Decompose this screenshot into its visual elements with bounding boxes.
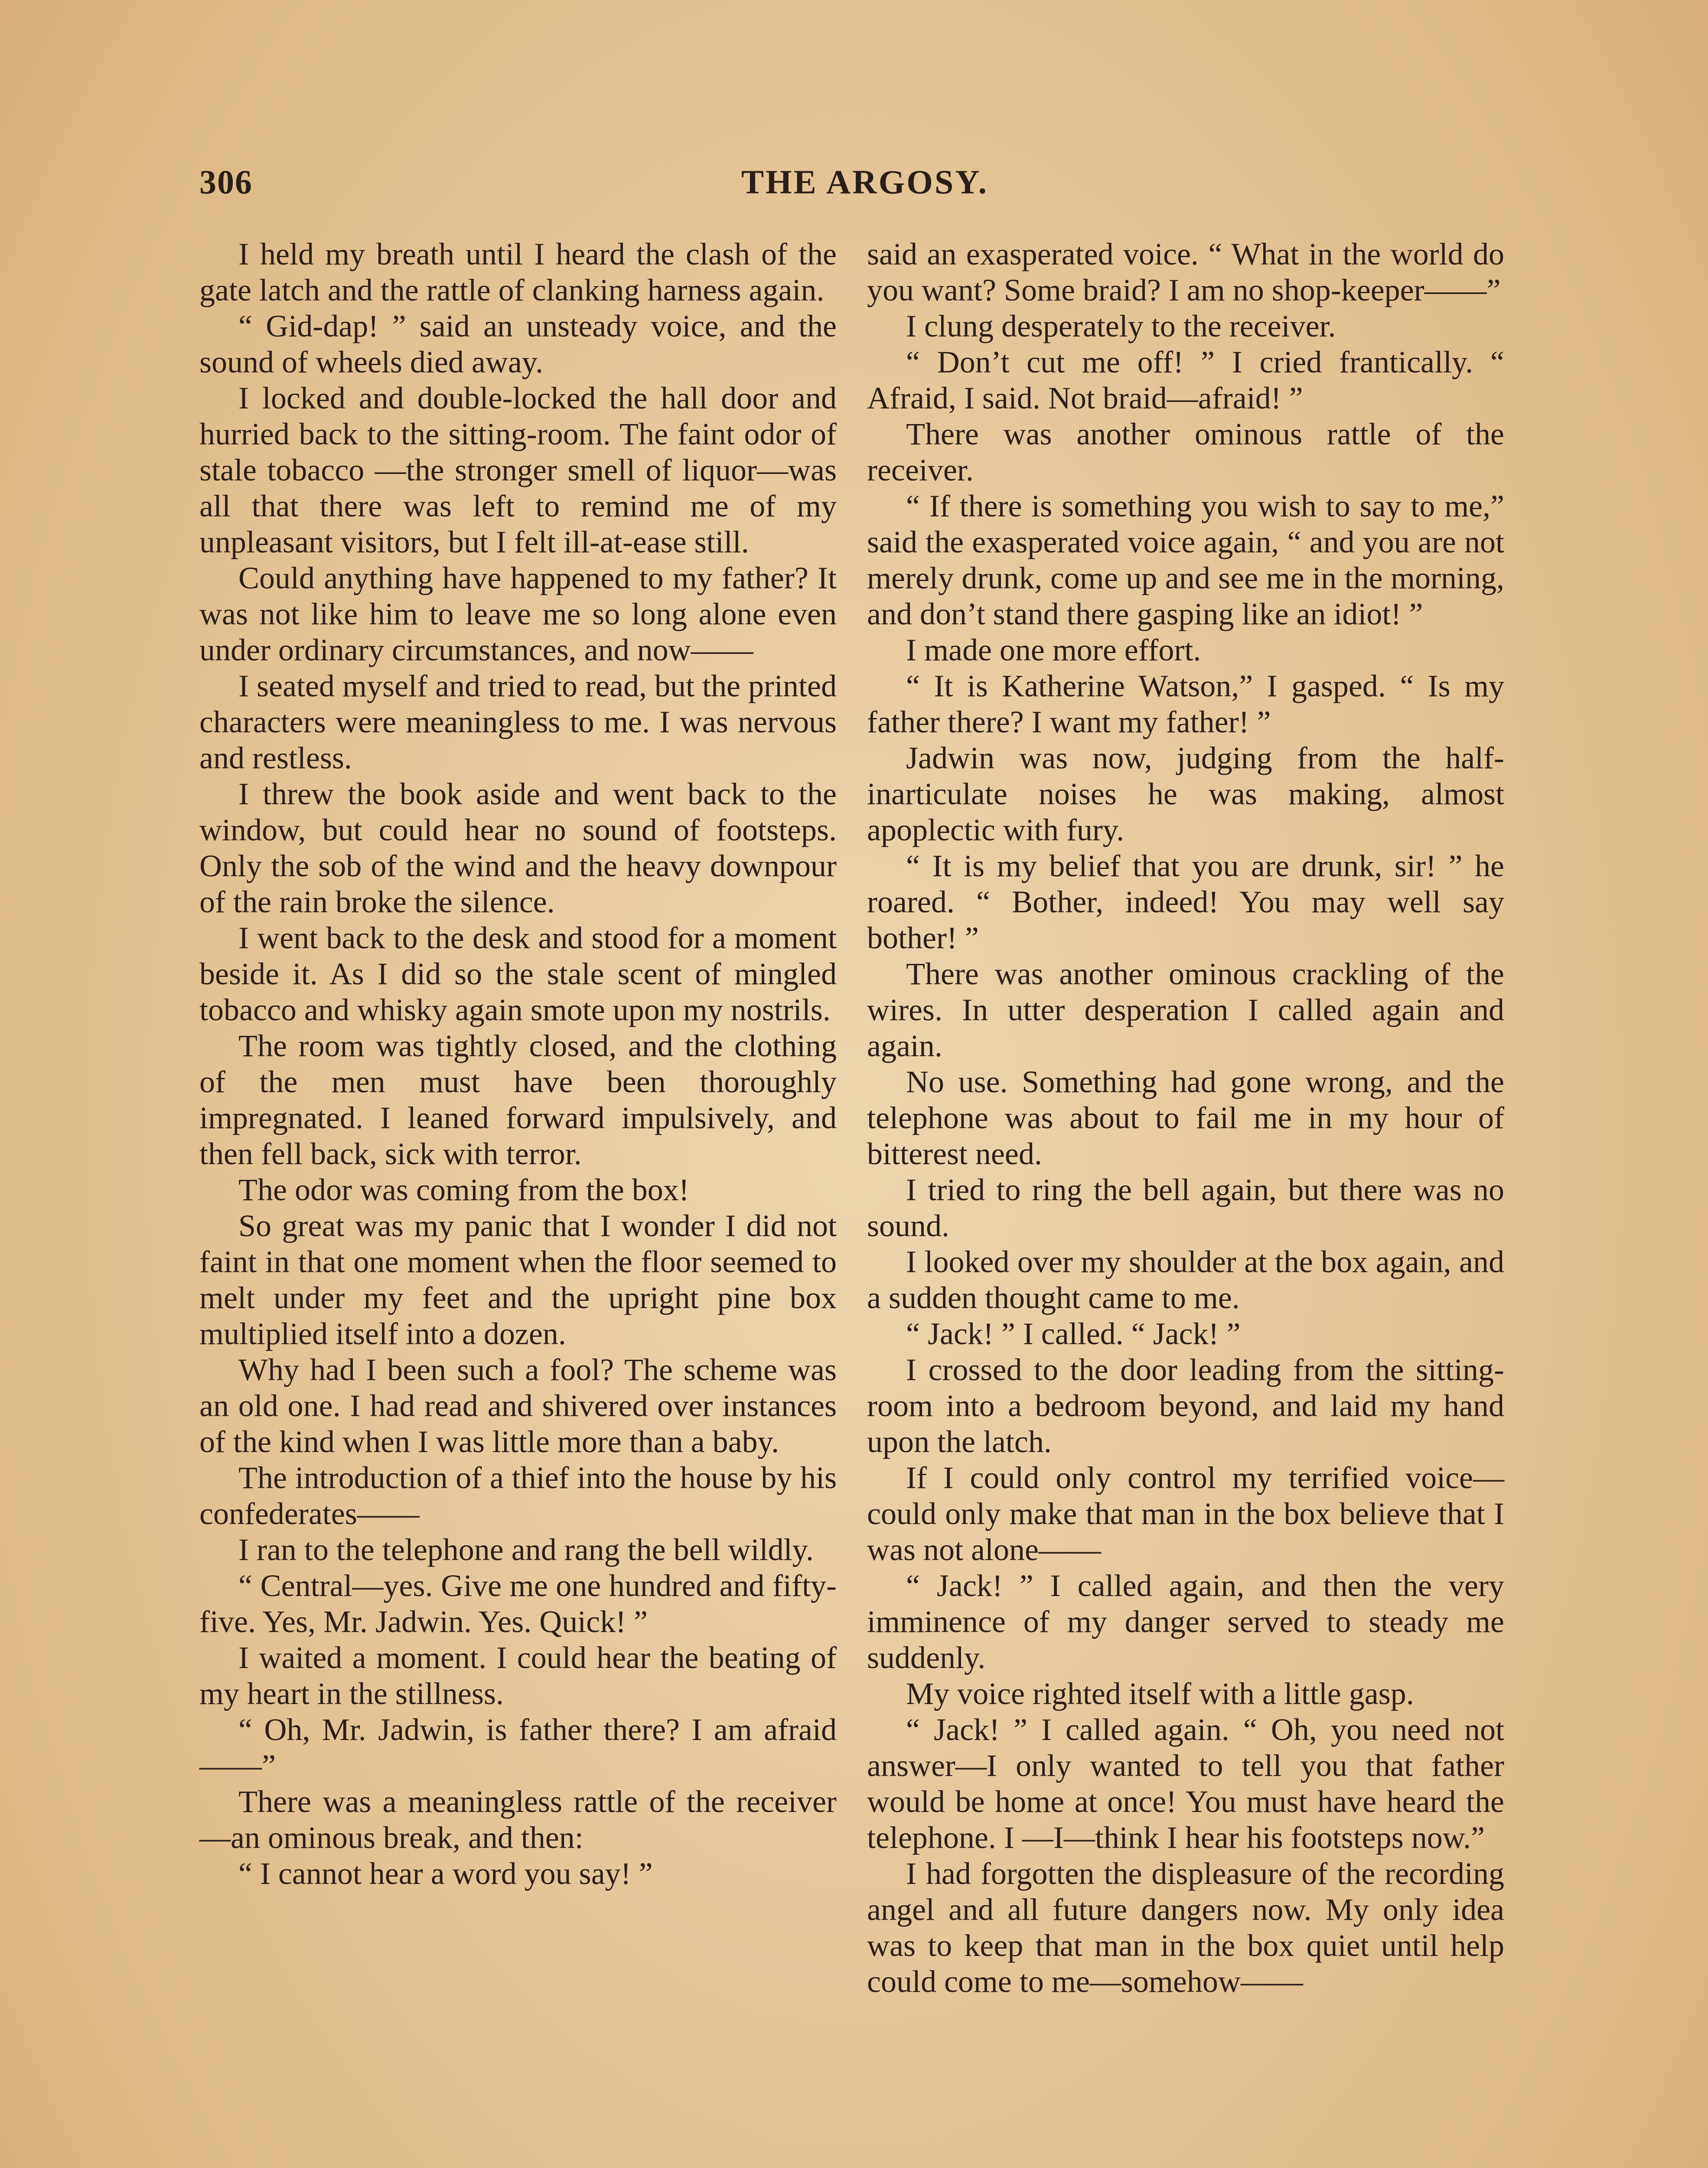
paragraph: I went back to the desk and stood for a moment beside it. As I did so the stale scent of mingled tobacco and whisky again smote upon my nostrils.: [199, 921, 837, 1027]
paragraph: I seated myself and tried to read, but the printed characters were meaningless to me. I was nervous and restless.: [199, 669, 837, 775]
paragraph: No use. Something had gone wrong, and the telephone was about to fail me in my hour of bitterest need.: [867, 1064, 1504, 1171]
paragraph: Could anything have happened to my father? It was not like him to leave me so long alone even under ordinary circumstances, and now——: [199, 561, 837, 667]
paragraph: The room was tightly closed, and the clothing of the men must have been thoroughly impregnated. I leaned forward impulsively, and then fell back, sick with terror.: [199, 1028, 837, 1171]
paragraph: There was a meaningless rattle of the receiver—an ominous break, and then:: [199, 1784, 837, 1855]
paragraph: I clung desperately to the receiver.: [906, 309, 1336, 343]
paragraph: “ Jack! ” I called. “ Jack! ”: [906, 1316, 1241, 1351]
paragraph-continued: said an exasperated voice. “ What in the world do you want? Some braid? I am no shop-keeper——”: [867, 237, 1504, 307]
paragraph: The introduction of a thief into the house by his confederates——: [199, 1460, 837, 1531]
paragraph: “ It is Katherine Watson,” I gasped. “ Is my father there? I want my father! ”: [867, 669, 1504, 739]
paragraph: I held my breath until I heard the clash of the gate latch and the rattle of clanking harness again.: [199, 237, 837, 307]
paragraph: I locked and double-locked the hall door and hurried back to the sitting-room. The faint odor of stale tobacco —the stronger smell of liquor—was all that there was left to remind me of my unpleasant visitors, but I felt ill-at-ease still.: [199, 381, 837, 559]
running-title: THE ARGOSY.: [741, 163, 988, 201]
paragraph: “ Jack! ” I called again, and then the very imminence of my danger served to steady me suddenly.: [867, 1568, 1504, 1675]
paragraph: Jadwin was now, judging from the half-inarticulate noises he was making, almost apoplectic with fury.: [867, 741, 1504, 847]
paragraph: I made one more effort.: [906, 633, 1201, 667]
paragraph: “ Don’t cut me off! ” I cried frantically. “ Afraid, I said. Not braid—afraid! ”: [867, 345, 1504, 415]
paragraph: Why had I been such a fool? The scheme was an old one. I had read and shivered over instances of the kind when I was little more than a baby.: [199, 1352, 837, 1459]
paragraph: There was another ominous crackling of the wires. In utter desperation I called again and again.: [867, 957, 1504, 1063]
paragraph: The odor was coming from the box!: [238, 1172, 689, 1207]
paragraph: “ It is my belief that you are drunk, sir! ” he roared. “ Bother, indeed! You may well say bother! ”: [867, 849, 1504, 955]
paragraph: My voice righted itself with a little gasp.: [906, 1676, 1414, 1711]
paragraph: “ If there is something you wish to say to me,” said the exasperated voice again, “ and you are not merely drunk, come up and see me in the morning, and don’t stand there gasping like an idiot! ”: [867, 489, 1504, 631]
left-text-column: [199, 236, 837, 1892]
right-text-column: [867, 236, 1504, 2000]
paragraph: If I could only control my terrified voice—could only make that man in the box believe that I was not alone——: [867, 1460, 1504, 1567]
paragraph: “ Jack! ” I called again. “ Oh, you need not answer—I only wanted to tell you that father would be home at once! You must have heard the telephone. I —I—think I hear his footsteps now.”: [867, 1712, 1504, 1855]
paragraph: There was another ominous rattle of the receiver.: [867, 417, 1504, 487]
paragraph: So great was my panic that I wonder I did not faint in that one moment when the floor seemed to melt under my feet and the upright pine box multiplied itself into a dozen.: [199, 1208, 837, 1351]
paragraph: “ I cannot hear a word you say! ”: [238, 1856, 653, 1891]
paragraph: “ Central—yes. Give me one hundred and fifty-five. Yes, Mr. Jadwin. Yes. Quick! ”: [199, 1568, 837, 1639]
page-number: 306: [199, 163, 253, 201]
paragraph: I waited a moment. I could hear the beating of my heart in the stillness.: [199, 1640, 837, 1711]
paragraph: “ Gid-dap! ” said an unsteady voice, and the sound of wheels died away.: [199, 309, 837, 379]
paragraph: I ran to the telephone and rang the bell wildly.: [238, 1532, 814, 1567]
page-header: [199, 163, 1500, 210]
paragraph: “ Oh, Mr. Jadwin, is father there? I am afraid——”: [199, 1712, 837, 1783]
paragraph: I crossed to the door leading from the sitting-room into a bedroom beyond, and laid my hand upon the latch.: [867, 1352, 1504, 1459]
paragraph: I had forgotten the displeasure of the recording angel and all future dangers now. My only idea was to keep that man in the box quiet until help could come to me—somehow——: [867, 1856, 1504, 1999]
paragraph: I looked over my shoulder at the box again, and a sudden thought came to me.: [867, 1244, 1504, 1315]
paragraph: I tried to ring the bell again, but there was no sound.: [867, 1172, 1504, 1243]
paragraph: I threw the book aside and went back to the window, but could hear no sound of footsteps. Only the sob of the wind and the heavy downpour of the rain broke the silence.: [199, 777, 837, 919]
